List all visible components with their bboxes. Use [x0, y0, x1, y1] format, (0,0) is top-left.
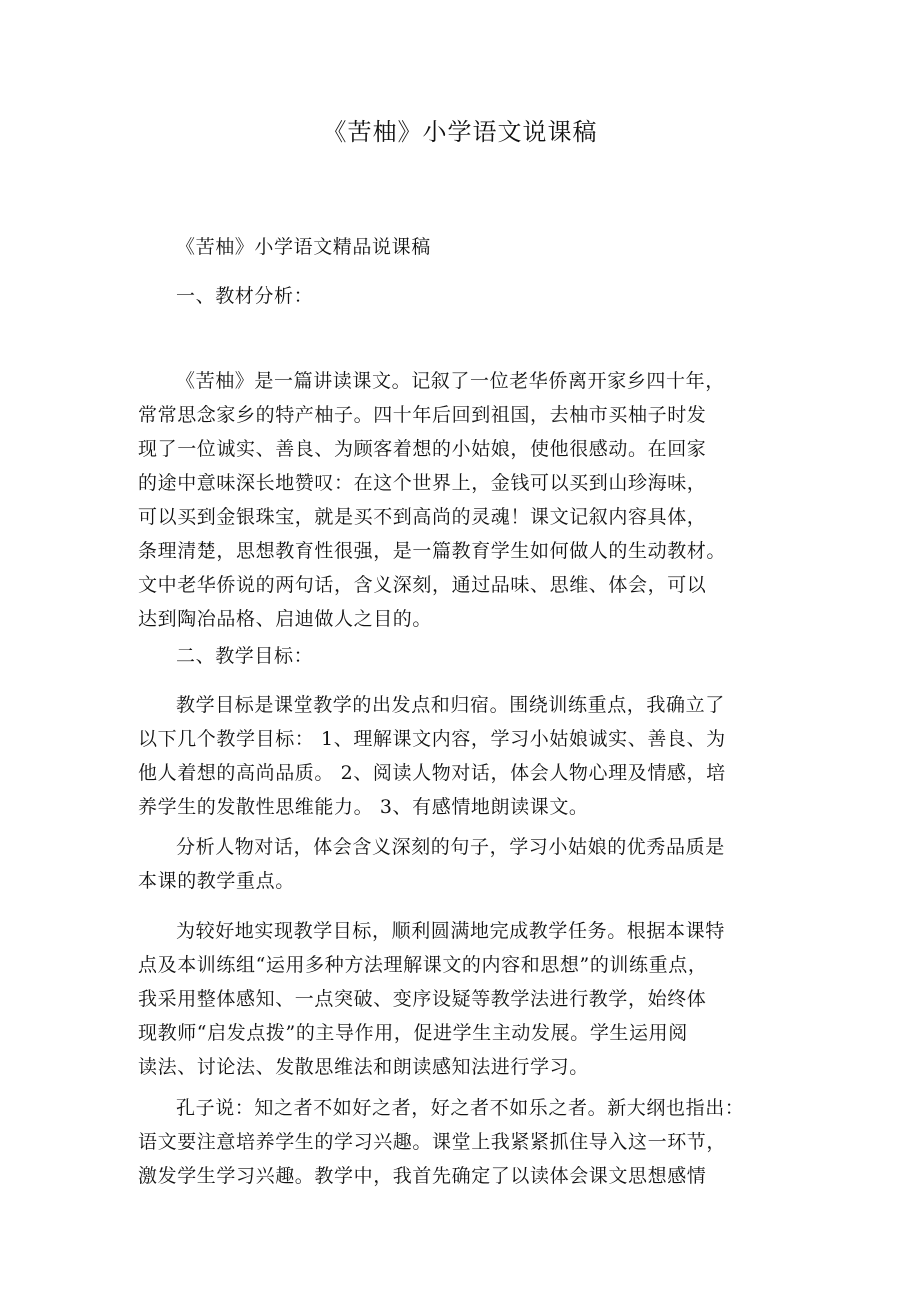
document-title: 《苦柚》小学语文说课稿 — [322, 118, 598, 146]
text-line: 常常思念家乡的特产柚子。四十年后回到祖国，去柚市买柚子时发 — [138, 404, 707, 426]
text-line: 达到陶冶品格、启迪做人之目的。 — [138, 608, 433, 630]
text-line: 激发学生学习兴趣。教学中，我首先确定了以读体会课文思想感情 — [138, 1165, 707, 1187]
document-subtitle — [138, 230, 774, 264]
paragraph-teaching-objectives — [138, 688, 774, 824]
text-line: 以下几个教学目标： 1、理解课文内容，学习小姑娘诚实、善良、为 — [138, 728, 726, 750]
text-line: 孔子说：知之者不如好之者，好之者不如乐之者。新大纲也指出： — [176, 1097, 745, 1119]
text-line: 现教师“启发点拨”的主导作用，促进学生主动发展。学生运用阅 — [138, 1022, 688, 1044]
text-line: 点及本训练组“运用多种方法理解课文的内容和思想”的训练重点， — [138, 954, 708, 976]
section-heading-text: 一、教材分析： — [176, 285, 314, 307]
text-line: 条理清楚，思想教育性很强，是一篇教育学生如何做人的生动教材。 — [138, 540, 727, 562]
text-line: 教学目标是课堂教学的出发点和归宿。围绕训练重点，我确立了 — [176, 694, 725, 716]
text-line: 为较好地实现教学目标，顺利圆满地完成教学任务。根据本课特 — [176, 920, 725, 942]
text-line: 现了一位诚实、善良、为顾客着想的小姑娘，使他很感动。在回家 — [138, 438, 707, 460]
paragraph-materials-analysis — [138, 364, 774, 636]
section-heading-materials — [138, 279, 774, 313]
section-heading-objectives — [138, 639, 774, 673]
text-line: 语文要注意培养学生的学习兴趣。课堂上我紧紧抓住导入这一环节， — [138, 1131, 727, 1153]
text-line: 文中老华侨说的两句话，含义深刻，通过品味、思维、体会，可以 — [138, 574, 707, 596]
text-line: 《苦柚》是一篇讲读课文。记叙了一位老华侨离开家乡四十年， — [176, 370, 725, 392]
text-line: 我采用整体感知、一点突破、变序设疑等教学法进行教学，始终体 — [138, 988, 707, 1010]
text-line: 读法、讨论法、发散思维法和朗读感知法进行学习。 — [138, 1056, 589, 1078]
text-line: 养学生的发散性思维能力。 3、有感情地朗读课文。 — [138, 796, 589, 818]
text-line: 本课的教学重点。 — [138, 870, 295, 892]
subtitle-text: 《苦柚》小学语文精品说课稿 — [176, 236, 431, 258]
paragraph-learning-interest — [138, 1091, 774, 1193]
text-line: 分析人物对话，体会含义深刻的句子，学习小姑娘的优秀品质是 — [176, 836, 725, 858]
paragraph-key-points — [138, 830, 774, 898]
text-line: 的途中意味深长地赞叹：在这个世界上，金钱可以买到山珍海味， — [138, 472, 707, 494]
paragraph-teaching-methods — [138, 914, 774, 1084]
text-line: 可以买到金银珠宝，就是买不到高尚的灵魂！课文记叙内容具体， — [138, 506, 707, 528]
section-heading-text: 二、教学目标： — [176, 645, 314, 667]
text-line: 他人着想的高尚品质。 2、阅读人物对话，体会人物心理及情感，培 — [138, 762, 726, 784]
